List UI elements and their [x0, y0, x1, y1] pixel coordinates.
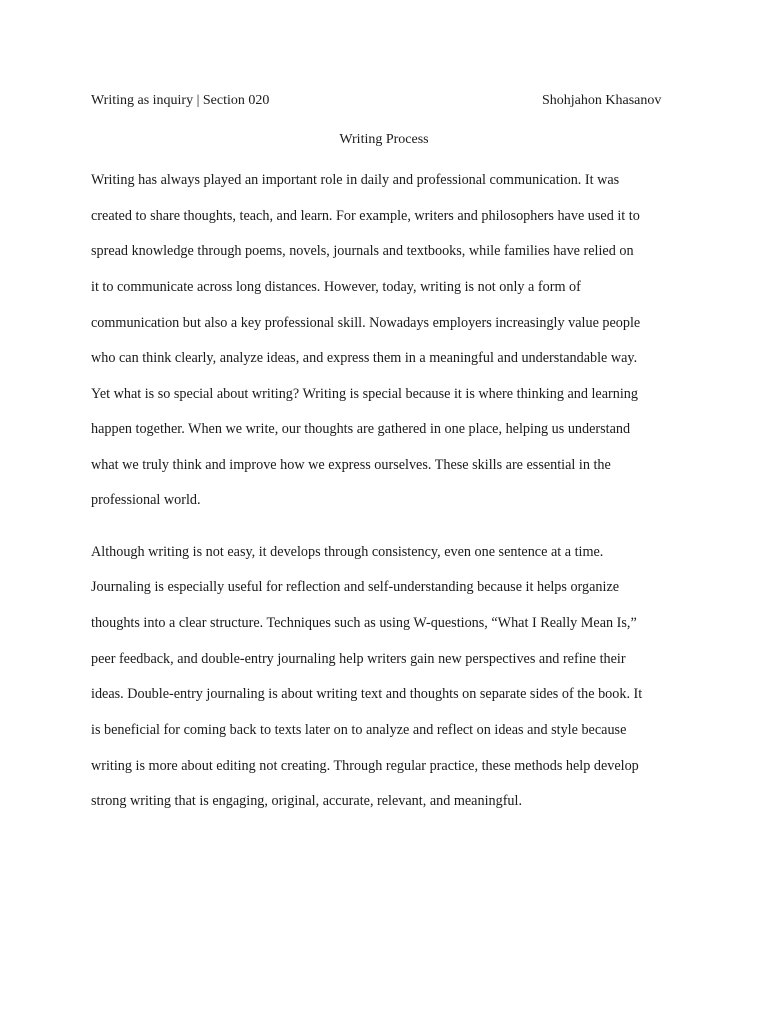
text-line: strong writing that is engaging, original, accurate, relevant, and meaningful. — [91, 793, 523, 809]
text-line: Journaling is especially useful for reflection and self-understanding because it helps organize — [91, 579, 620, 595]
text-line: communication but also a key professional skill. Nowadays employers increasingly value people — [91, 315, 641, 331]
course-section-header: Writing as inquiry | Section 020 — [91, 93, 270, 108]
text-line: spread knowledge through poems, novels, journals and textbooks, while families have relied on — [91, 243, 634, 259]
text-line: created to share thoughts, teach, and learn. For example, writers and philosophers have used it to — [91, 208, 640, 224]
text-line: ideas. Double-entry journaling is about writing text and thoughts on separate sides of the book. It — [91, 686, 643, 702]
text-line: writing is more about editing not creating. Through regular practice, these methods help develop — [91, 758, 639, 774]
text-line: professional world. — [91, 492, 201, 508]
text-line: Although writing is not easy, it develops through consistency, even one sentence at a time. — [91, 544, 604, 560]
text-line: Writing has always played an important role in daily and professional communication. It was — [91, 172, 620, 188]
document-title: Writing Process — [339, 132, 429, 147]
text-line: peer feedback, and double-entry journaling help writers gain new perspectives and refine their — [91, 651, 626, 667]
text-line: Yet what is so special about writing? Writing is special because it is where thinking and learning — [91, 386, 638, 402]
author-name-header: Shohjahon Khasanov — [542, 93, 662, 108]
text-line: thoughts into a clear structure. Techniques such as using W-questions, “What I Really Mean Is,” — [91, 615, 637, 631]
text-line: it to communicate across long distances. However, today, writing is not only a form of — [91, 279, 581, 295]
text-line: is beneficial for coming back to texts later on to analyze and reflect on ideas and style because — [91, 722, 627, 738]
text-line: who can think clearly, analyze ideas, and express them in a meaningful and understandable way. — [91, 350, 638, 366]
text-line: what we truly think and improve how we express ourselves. These skills are essential in the — [91, 457, 611, 473]
text-line: happen together. When we write, our thoughts are gathered in one place, helping us understand — [91, 421, 631, 437]
